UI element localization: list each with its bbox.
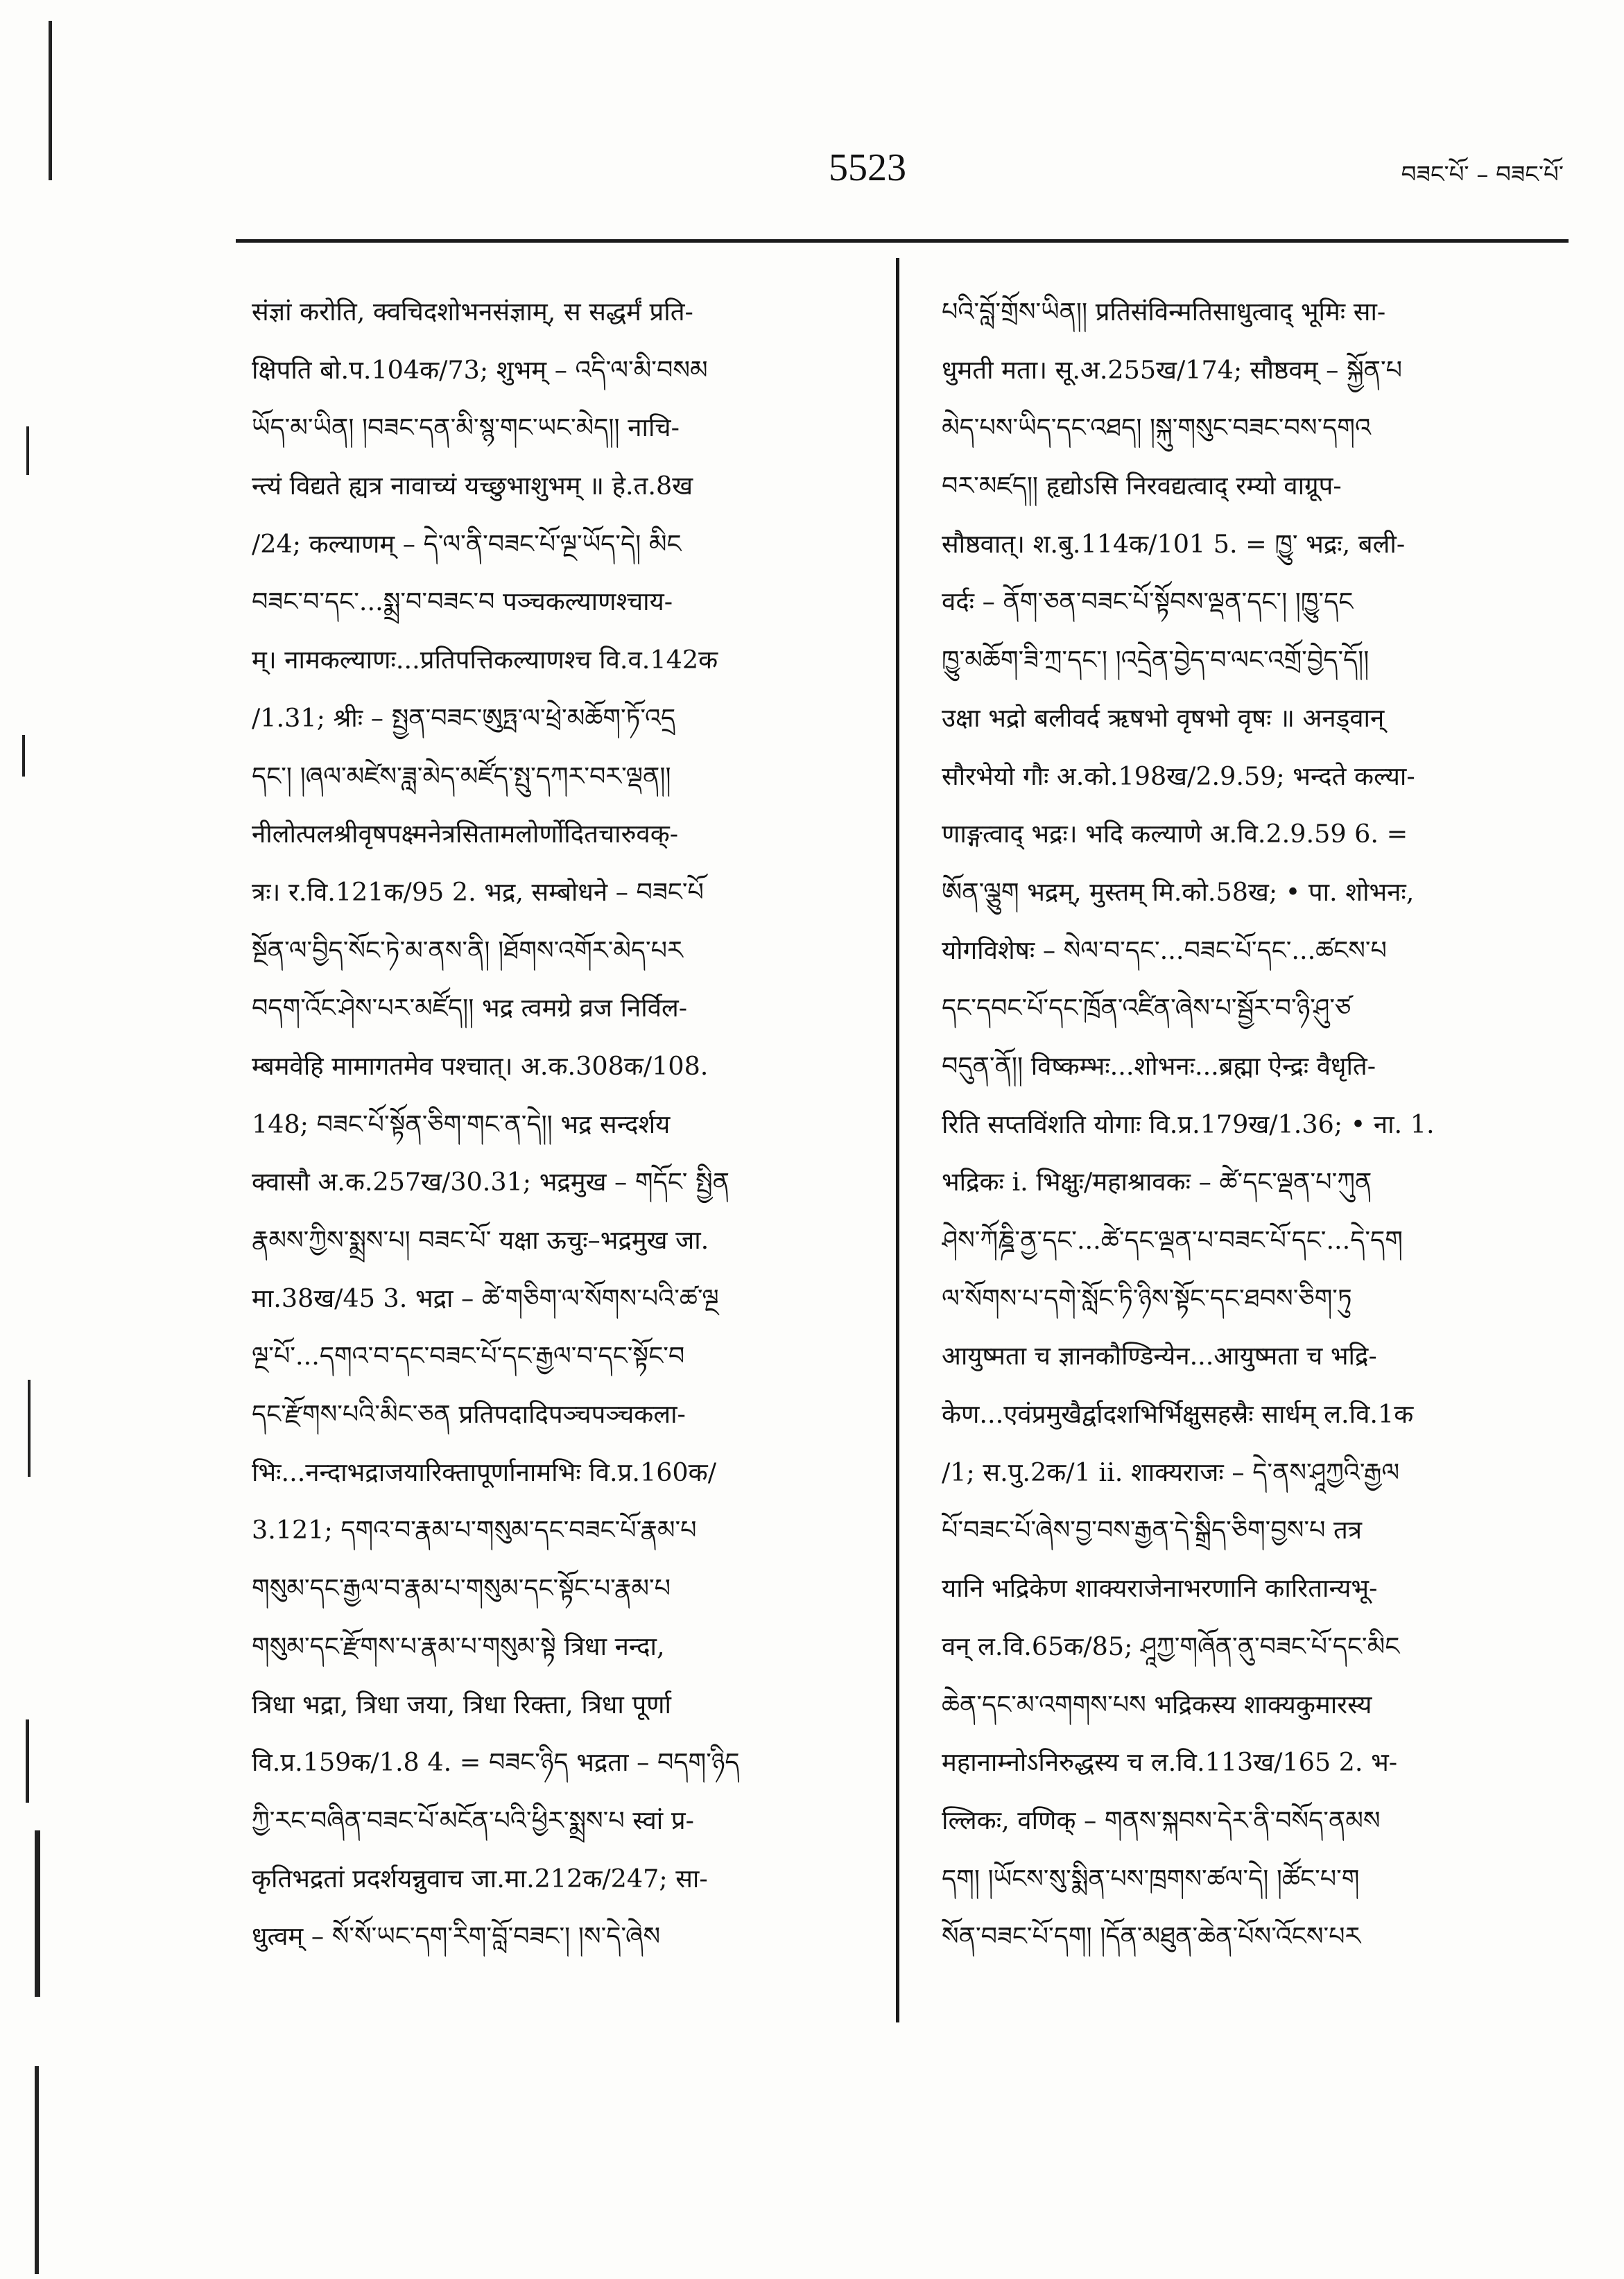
text-line: भिः...नन्दाभद्राजयारिक्तापूर्णानामभिः वि.प्र.160क/ [252, 1457, 716, 1487]
margin-mark [28, 1380, 31, 1477]
text-line: म्। नामकल्याणः...प्रतिपत्तिकल्याणश्च वि.व.142क [252, 645, 718, 675]
text-line: དང་རྫོགས་པའི་མིང་ཅན प्रतिपदादिपञ्चपञ्चकला- [252, 1399, 686, 1430]
text-line: भद्रिकः i. भिक्षुः/महाश्रावकः – ཚེ་དང་ལྡན་པ་ཀུན [942, 1167, 1372, 1197]
text-line: ल्लिकः, वणिक् – གནས་སྐབས་དེར་ནི་བསོད་ནམས [942, 1805, 1381, 1835]
text-line: वि.प्र.159क/1.8 4. = བཟང་ཉིད भद्रता – བདག་ཉིད [252, 1747, 740, 1778]
text-line: धुत्वम् – སོ་སོ་ཡང་དག་རིག་བློ་བཟང་། །ས་དེ་ཞེས [252, 1921, 661, 1952]
text-line: བར་མཛད།། हृद्योऽसि निरवद्यत्वाद् रम्यो वाग्रूप- [942, 471, 1342, 501]
text-line: कृतिभद्रतां प्रदर्शयन्नुवाच जा.मा.212क/247; सा- [252, 1863, 708, 1894]
text-line: 148; བཟང་པོ་སྟོན་ཅིག་གང་ན་དེ།། भद्र सन्दर्शय [252, 1109, 671, 1139]
text-line: त्रः। र.वि.121क/95 2. भद्र, सम्बोधने – བཟང་པོ [252, 876, 704, 907]
text-line: केण...एवंप्रमुखैर्द्वादशभिर्भिक्षुसहस्रैः सार्धम् ल.वि.1क [942, 1399, 1414, 1430]
text-line: རྣམས་ཀྱིས་སྨྲས་པ། བཟང་པོ་ यक्षा ऊचुः–भद्रमुख जा. [252, 1225, 709, 1255]
text-line: /24; कल्याणम् – དེ་ལ་ནི་བཟང་པོ་ལྔ་ཡོད་དེ། མིང [252, 528, 682, 559]
text-line: དག། །ཡོངས་སུ་སྨིན་པས་ཁྲགས་ཚལ་དེ། །ཚོང་པ་ག [942, 1863, 1360, 1894]
text-line: སོན་བཟང་པོ་དག། །དོན་མཐུན་ཆེན་པོས་འོངས་པར [942, 1921, 1361, 1952]
text-line: པའི་བློ་གྲོས་ཡིན།། प्रतिसंविन्मतिसाधुत्वाद् भूमिः सा- [942, 297, 1386, 327]
text-line: མེད་པས་ཡིད་དང་འཐད། །སྐུ་གསུང་བཟང་བས་དགའ [942, 413, 1371, 443]
text-line: སྔོན་ལ་བྱིད་སོང་ཏེ་མ་ནས་ནི། །ཐོགས་འགོར་མེད་པར [252, 935, 683, 965]
text-line: णाङ्गत्वाद् भद्रः। भदि कल्याणे अ.वि.2.9.59 6. = [942, 819, 1408, 849]
text-line: सौष्ठवात्। श.बु.114क/101 5. = ཁྱུ་ भद्रः, बली- [942, 528, 1406, 559]
text-line: /1; स.पु.2क/1 ii. शाक्यराजः – དེ་ནས་ཤཱཀྱའི་རྒྱལ [942, 1457, 1400, 1487]
left-column [252, 283, 869, 1966]
text-line: ཆེན་དང་མ་འགགས་པས भद्रिकस्य शाक्यकुमारस्य [942, 1689, 1372, 1719]
header-rule [236, 239, 1569, 243]
text-line: ཨོན་ལྕུག भद्रम्, मुस्तम् मि.को.58ख; • पा. शोभनः, [942, 876, 1415, 907]
text-line: ལ་སོགས་པ་དགེ་སློང་ཏི་ཉིས་སྟོང་དང་ཐབས་ཅིག་ཏུ [942, 1283, 1352, 1313]
text-line: आयुष्मता च ज्ञानकौण्डिन्येन...आयुष्मता च भद्रि- [942, 1341, 1377, 1371]
text-line: /1.31; श्रीः – སྤྱན་བཟང་ཨུཏྤ་ལ་ཕྲེ་མཆོག་ཏོ་འདྲ [252, 702, 676, 733]
text-line: གསུམ་དང་རྒྱལ་བ་རྣམ་པ་གསུམ་དང་སྟོང་པ་རྣམ་པ [252, 1573, 671, 1604]
text-line: संज्ञां करोति, क्वचिदशोभनसंज्ञाम्, स सद्धर्मं प्रति- [252, 297, 693, 327]
text-line: वर्दः – ནོག་ཅན་བཟང་པོ་སྟོབས་ལྡན་དང་། །ཁྱུ་དང [942, 587, 1354, 617]
text-line: ལྔ་པོ་...དགའ་བ་དང་བཟང་པོ་དང་རྒྱལ་བ་དང་སྟོང་བ [252, 1341, 685, 1371]
text-line: धुमती मता। सू.अ.255ख/174; सौष्ठवम् – སྐྱོན་པ [942, 354, 1403, 385]
text-line: सौरभेयो गौः अ.को.198ख/2.9.59; भन्दते कल्या- [942, 761, 1415, 791]
margin-mark [26, 426, 29, 475]
margin-mark [26, 1719, 29, 1803]
page-number: 5523 [829, 146, 906, 189]
text-line: ཀྱི་རང་བཞིན་བཟང་པོ་མངོན་པའི་ཕྱིར་སྨྲས་པ स्वां प्र- [252, 1805, 694, 1835]
right-column [942, 283, 1559, 1966]
running-head: བཟང་པོ་ – བཟང་པོ་ [1401, 161, 1564, 189]
text-line: क्वासौ अ.क.257ख/30.31; भद्रमुख – གདོང་ སྤྱིན [252, 1167, 730, 1197]
text-line: པོ་བཟང་པོ་ཞེས་བྱ་བས་རྒྱན་དེ་སྒྲིད་ཅིག་བྱས་པ तत्र [942, 1515, 1362, 1545]
text-line: བཟང་བ་དང་...སྨྲ་བ་བཟང་བ पञ्चकल्याणश्चाय- [252, 587, 673, 617]
text-line: ཤེས་ཀོཎྜི་ནྱ་དང་...ཚེ་དང་ལྡན་པ་བཟང་པོ་དང་...དེ་དག [942, 1225, 1403, 1255]
text-line: यानि भद्रिकेण शाक्यराजेनाभरणानि कारितान्यभू- [942, 1573, 1378, 1604]
text-line: रिति सप्तविंशति योगाः वि.प्र.179ख/1.36; • ना. 1. [942, 1109, 1435, 1139]
text-line: वन् ल.वि.65क/85; ཤཱཀྱ་གཞོན་ནུ་བཟང་པོ་དང་མིང [942, 1631, 1400, 1661]
text-line: དང་དབང་པོ་དང་ཁྲོན་འཛིན་ཞེས་པ་སྦྱོར་བ་ཉི་ཤུ་ཙ [942, 993, 1351, 1023]
margin-mark [49, 21, 52, 180]
column-divider [896, 258, 899, 2022]
text-line: त्रिधा भद्रा, त्रिधा जया, त्रिधा रिक्ता, त्रिधा पूर्णा [252, 1689, 672, 1719]
margin-mark [35, 2066, 39, 2274]
text-line: उक्षा भद्रो बलीवर्द ऋषभो वृषभो वृषः ॥ अनड्वान् [942, 702, 1385, 733]
text-line: योगविशेषः – སེལ་བ་དང་...བཟང་པོ་དང་...ཚངས་པ [942, 935, 1387, 965]
text-line: དང་། །ཞལ་མཛེས་ཟླ་མེད་མཛོད་སྤུ་དཀར་བར་ལྡན།། [252, 761, 671, 791]
text-line: བདུན་ནོ།། विष्कम्भः...शोभनः...ब्रह्मा ऐन्द्रः वैधृति- [942, 1050, 1376, 1081]
margin-mark [22, 735, 25, 777]
text-line: न्त्यं विद्यते ह्यत्र नावाच्यं यच्छुभाशुभम् ॥ हे.त.8ख [252, 471, 693, 501]
text-line: ཡོད་མ་ཡིན། །བཟང་དན་མི་སྙ་གང་ཡང་མེད།། नाचि- [252, 413, 680, 443]
margin-mark [35, 1830, 40, 1997]
text-line: བདག་འོང་ཤེས་པར་མཛོད།། भद्र त्वमग्रे व्रज निर्विल- [252, 993, 688, 1023]
text-line: म्बमवेहि मामागतमेव पश्चात्। अ.क.308क/108. [252, 1050, 709, 1081]
text-line: नीलोत्पलश्रीवृषपक्ष्मनेत्रसितामलोर्णोदितचारुवक्- [252, 819, 679, 849]
text-line: महानाम्नोऽनिरुद्धस्य च ल.वि.113ख/165 2. भ- [942, 1747, 1398, 1778]
text-line: ཁྱུ་མཆོག་ཟི་ཀྲ་དང་། །འདྲེན་བྱེད་བ་ལང་འགྲོ་བྱེད་དོ།། [942, 645, 1370, 675]
text-line: གསུམ་དང་རྫོགས་པ་རྣམ་པ་གསུམ་སྟེ त्रिधा नन्दा, [252, 1631, 665, 1661]
text-line: क्षिपति बो.प.104क/73; शुभम् – འདི་ལ་མི་བསམ [252, 354, 708, 385]
text-line: मा.38ख/45 3. भद्रा – ཚེ་གཅིག་ལ་སོགས་པའི་ཚ་ལྔ [252, 1283, 719, 1313]
text-line: 3.121; དགའ་བ་རྣམ་པ་གསུམ་དང་བཟང་པོ་རྣམ་པ [252, 1515, 697, 1545]
